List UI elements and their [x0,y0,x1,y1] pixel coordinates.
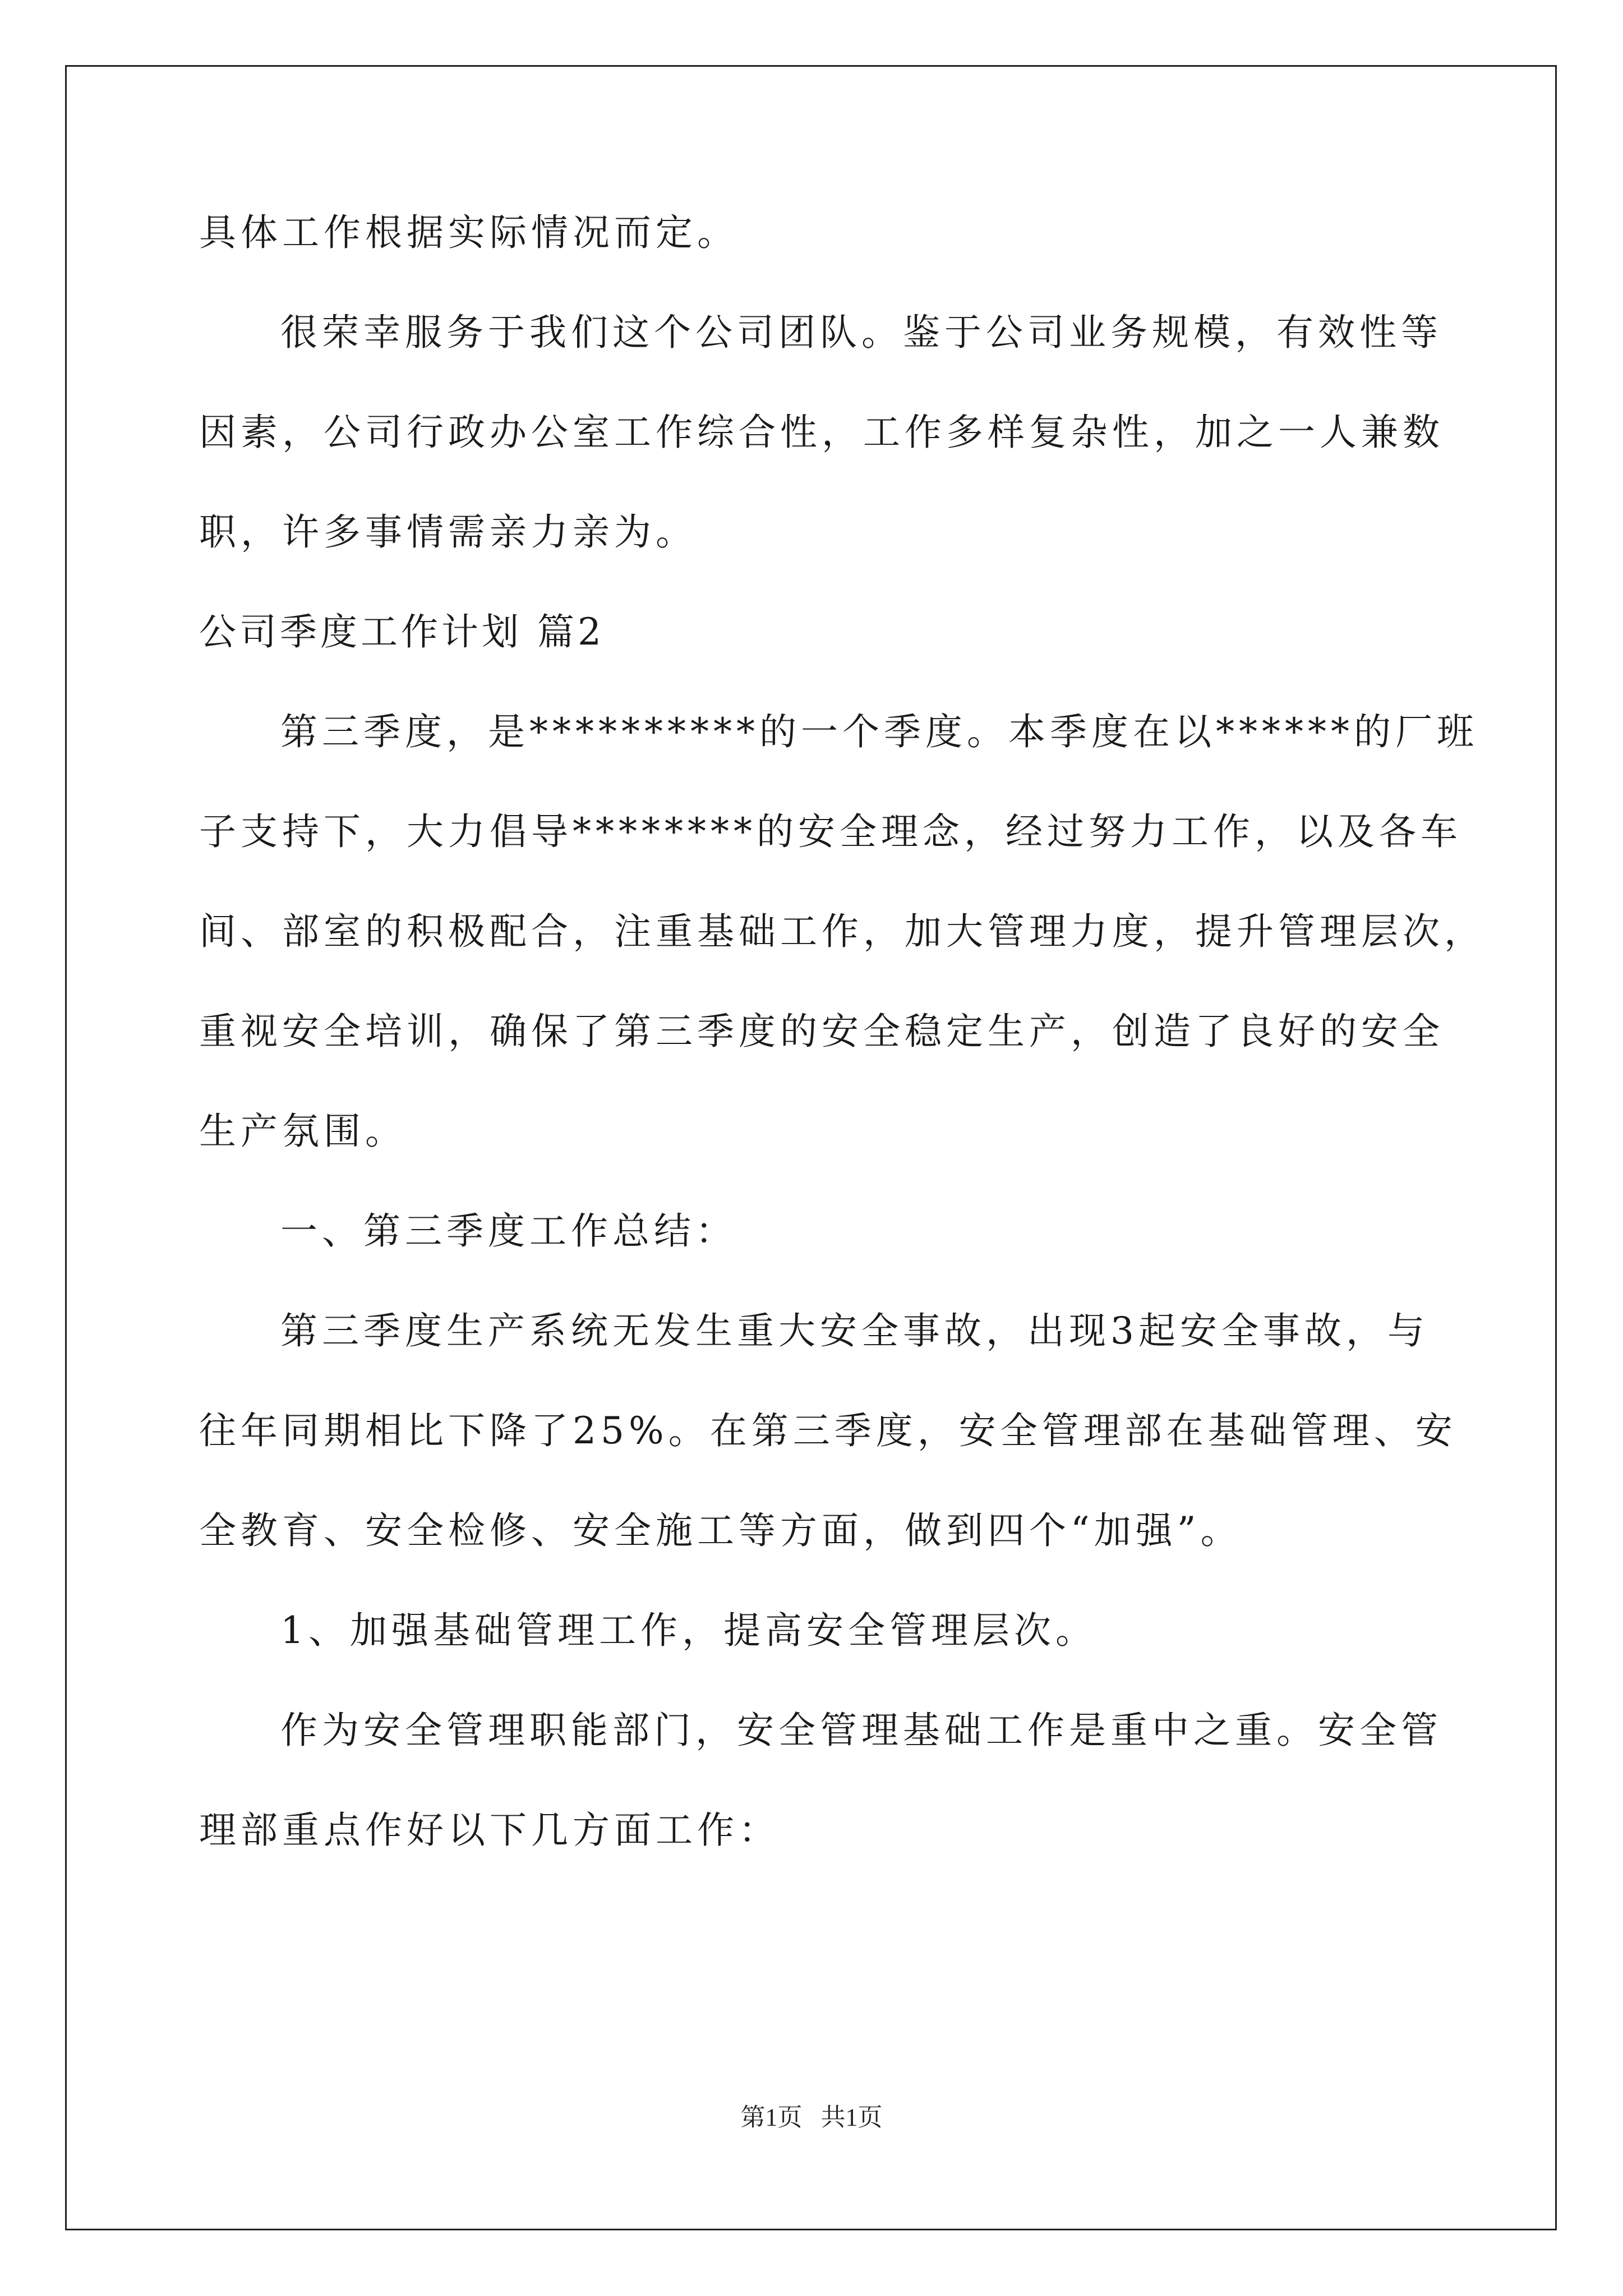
text-line: 重视安全培训，确保了第三季度的安全稳定生产，创造了良好的安全 [199,1010,1444,1053]
text-line: 很荣幸服务于我们这个公司团队。鉴于公司业务规模，有效性等 [280,311,1442,354]
text-line: 职，许多事情需亲力亲为。 [199,510,697,554]
text-line: 作为安全管理职能部门，安全管理基础工作是重中之重。安全管 [280,1709,1442,1752]
text-line: 间、部室的积极配合，注重基础工作，加大管理力度，提升管理层次， [199,910,1486,953]
text-line: 往年同期相比下降了25%。在第三季度，安全管理部在基础管理、安 [199,1409,1457,1452]
subheading: 一、第三季度工作总结： [280,1209,737,1253]
text-line: 理部重点作好以下几方面工作： [199,1809,780,1852]
text-line: 全教育、安全检修、安全施工等方面，做到四个“加强”。 [199,1509,1242,1552]
text-line: 具体工作根据实际情况而定。 [199,211,739,254]
text-line: 子支持下，大力倡导********的安全理念，经过努力工作，以及各车 [199,810,1462,853]
subheading: 1、加强基础管理工作，提高安全管理层次。 [280,1609,1097,1652]
page-footer: 第1页 共1页 [740,2104,883,2131]
section-heading: 公司季度工作计划 篇2 [199,610,605,654]
text-line: 第三季度，是**********的一个季度。本季度在以******的厂班 [280,710,1478,753]
text-line: 因素，公司行政办公室工作综合性，工作多样复杂性，加之一人兼数 [199,411,1444,454]
text-line: 第三季度生产系统无发生重大安全事故，出现3起安全事故，与 [280,1309,1429,1352]
text-line: 生产氛围。 [199,1110,407,1153]
